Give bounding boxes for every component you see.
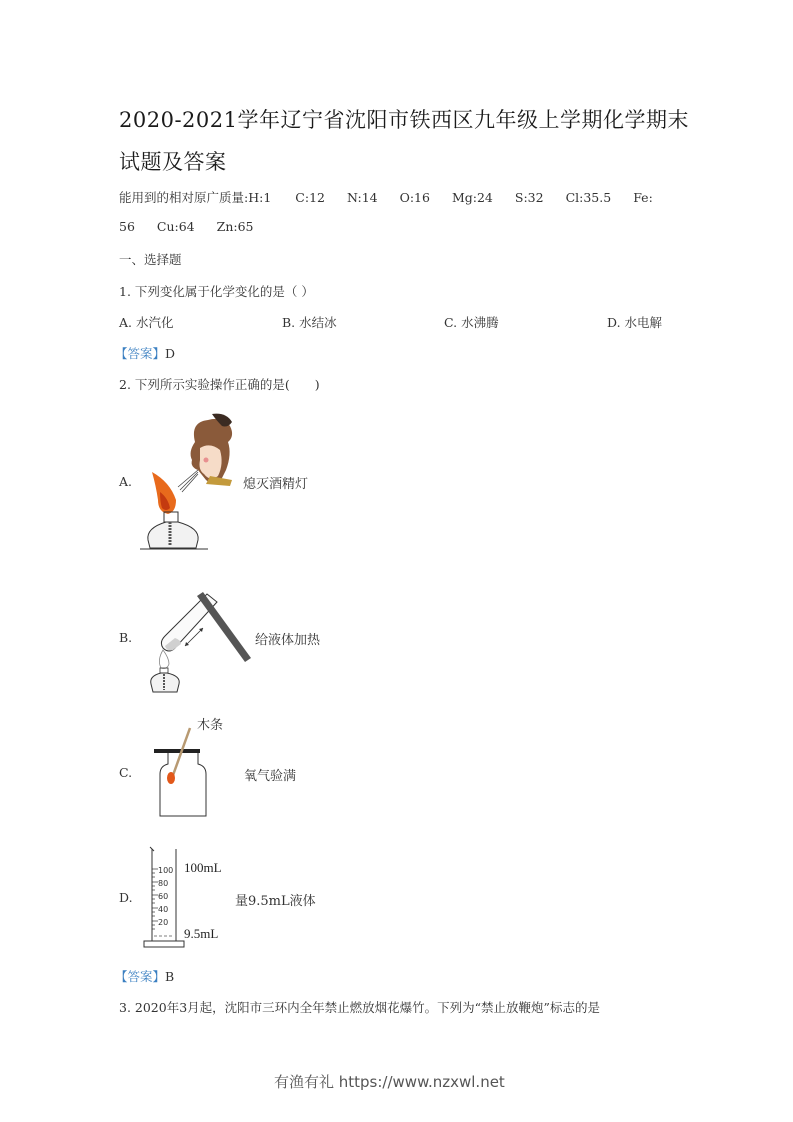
section-heading: 一、选择题 (119, 252, 182, 267)
scale-tick: 80 (158, 879, 169, 888)
atomic-mass-prefix: 能用到的相对原广质量: (119, 190, 249, 205)
question-1-option-c (444, 313, 499, 331)
scale-tick: 40 (158, 905, 169, 914)
atomic-mass-item: C:12 (295, 190, 325, 205)
question-2-option-b-caption: 给液体加热 (255, 633, 321, 648)
question-2-option-c-caption: 氧气验满 (244, 769, 297, 784)
question-2-option-a-label: A. (119, 474, 133, 489)
question-2-stem: 2. 下列所示实验操作正确的是( ) (119, 377, 320, 392)
question-2-answer (115, 967, 174, 985)
option-text: 水电解 (624, 315, 663, 330)
question-2-option-a-caption: 熄灭酒精灯 (243, 477, 309, 492)
option-text: 水沸腾 (461, 315, 499, 330)
atomic-mass-item: Fe: (633, 190, 653, 205)
atomic-mass-item: Zn:65 (216, 219, 254, 234)
answer-value: B (165, 969, 175, 984)
atomic-mass-line2 (119, 219, 276, 234)
document-title-line1: 2020-2021学年辽宁省沈阳市铁西区九年级上学期化学期末 (119, 108, 689, 132)
atomic-mass-item: H:1 (248, 190, 272, 205)
question-1-option-a (119, 313, 174, 331)
answer-tag: 【答案】 (115, 346, 166, 361)
atomic-mass-line1 (119, 188, 679, 206)
atomic-mass-item: N:14 (346, 190, 378, 205)
cylinder-label-100ml: 100mL (184, 860, 222, 875)
atomic-mass-item: Cu:64 (156, 219, 195, 234)
question-1-option-d (607, 313, 662, 331)
document-title-line2: 试题及答案 (119, 150, 227, 174)
option-label: C. (444, 315, 458, 330)
scale-tick: 100 (158, 866, 174, 875)
heating-liquid-test-tube-figure (145, 588, 255, 698)
question-2-option-d-label: D. (119, 890, 133, 905)
option-label: B. (282, 315, 296, 330)
question-2-option-c-label: C. (119, 765, 133, 780)
footer-watermark: 有渔有礼 https://www.nzxwl.net (274, 1073, 505, 1091)
scale-tick: 20 (158, 918, 169, 927)
atomic-mass-item: 56 (119, 219, 135, 234)
cylinder-label-9-5ml: 9.5mL (184, 926, 219, 941)
question-1-option-b (282, 313, 337, 331)
option-text: 水汽化 (136, 315, 174, 330)
question-1-stem: 1. 下列变化属于化学变化的是（ ） (119, 284, 314, 299)
wood-stick-label: 木条 (197, 718, 224, 733)
question-1-answer (115, 344, 175, 362)
blowing-out-alcohol-lamp-figure (140, 412, 240, 557)
option-text: 水结冰 (299, 315, 337, 330)
option-label: D. (607, 315, 621, 330)
oxygen-full-test-figure (150, 720, 230, 820)
question-2-option-b-label: B. (119, 630, 133, 645)
answer-tag: 【答案】 (115, 969, 166, 984)
atomic-mass-item: Cl:35.5 (565, 190, 612, 205)
atomic-mass-item: O:16 (399, 190, 430, 205)
cylinder-scale (158, 864, 173, 929)
atomic-mass-item: Mg:24 (451, 190, 493, 205)
option-label: A. (119, 315, 133, 330)
scale-tick: 60 (158, 892, 169, 901)
question-2-option-d-caption: 量9.5mL液体 (235, 894, 316, 909)
atomic-mass-item: S:32 (514, 190, 544, 205)
question-3-stem: 3. 2020年3月起，沈阳市三环内全年禁止燃放烟花爆竹。下列为“禁止放鞭炮”标志的是 (119, 1000, 600, 1015)
answer-value: D (165, 346, 176, 361)
